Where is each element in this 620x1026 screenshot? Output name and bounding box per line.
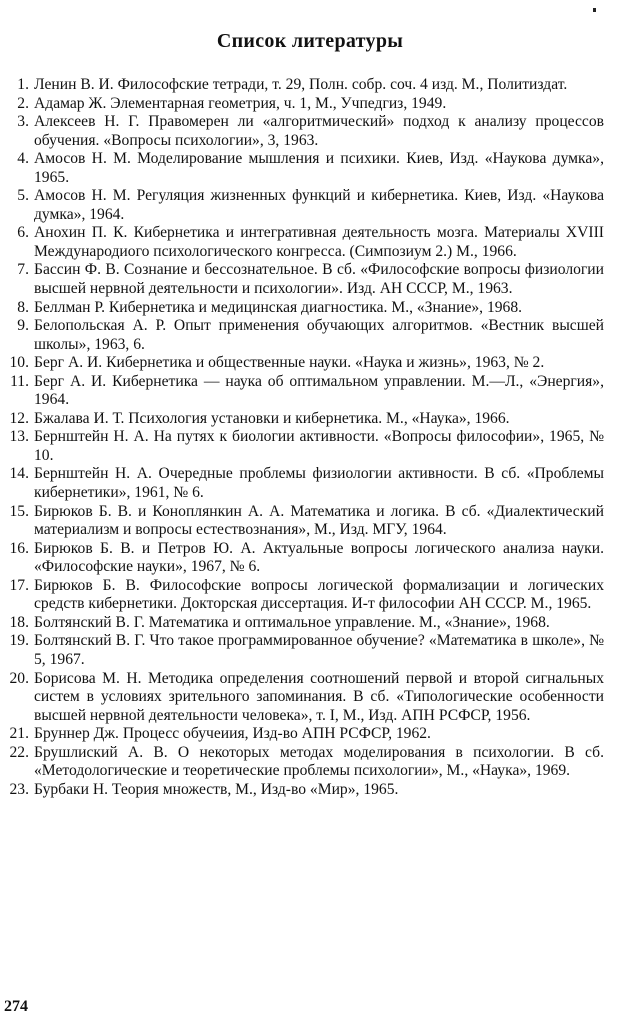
- reference-number: 9.: [17, 317, 29, 335]
- reference-list: [4, 76, 604, 799]
- reference-text: Болтянский В. Г. Что такое программированное обучение? «Математика в школе», № 5, 1967.: [34, 632, 604, 668]
- reference-number: 13.: [9, 428, 29, 446]
- reference-text: Адамар Ж. Элементарная геометрия, ч. 1, М., Учпедгиз, 1949.: [34, 94, 447, 112]
- reference-text: Брушлиский А. В. О некоторых методах моделирования в психологии. В сб. «Методологические и теоретические проблемы психологии», М., «Наука», 1969.: [34, 743, 604, 780]
- reference-number: 10.: [9, 354, 29, 372]
- reference-number: 20.: [9, 669, 29, 687]
- reference-number: 11.: [10, 372, 29, 390]
- reference-text: Алексеев Н. Г. Правомерен ли «алгоритмический» подход к анализу процессов обучения. «Вопросы психологии», 3, 1963.: [34, 113, 604, 149]
- reference-item: [4, 781, 604, 800]
- reference-item: [4, 540, 604, 577]
- reference-item: [4, 76, 604, 95]
- reference-item: [4, 224, 604, 261]
- reference-text: Бирюков Б. В. Философские вопросы логической формализации и логических средств кибернетики. Докторская диссертация. И-т философии АН СССР. М., 1965.: [34, 576, 604, 613]
- reference-number: 17.: [9, 576, 29, 594]
- reference-item: [4, 725, 604, 744]
- reference-text: Берг А. И. Кибернетика — наука об оптимальном управлении. М.—Л., «Энергия», 1964.: [34, 372, 604, 409]
- reference-number: 18.: [9, 613, 29, 631]
- reference-number: 22.: [9, 743, 29, 761]
- reference-text: Анохин П. К. Кибернетика и интегративная деятельность мозга. Материалы XVIII Международиого психологического конгресса. (Симпозиум 2.) М., 1966.: [34, 224, 604, 260]
- reference-item: [4, 113, 604, 150]
- reference-text: Борисова М. Н. Методика определения соотношений первой и второй сигнальных систем в условиях зрительного запоминания. В сб. «Типологические особенности высшей нервной деятельности человека», т. I, М., Изд. АПН РСФСР, 1956.: [34, 669, 604, 724]
- reference-text: Амосов Н. М. Моделирование мышления и психики. Киев, Изд. «Наукова думка», 1965.: [34, 150, 604, 186]
- reference-number: 23.: [9, 780, 29, 798]
- reference-number: 15.: [9, 502, 29, 520]
- reference-item: [4, 465, 604, 502]
- reference-item: [4, 744, 604, 781]
- reference-number: 19.: [9, 632, 29, 650]
- print-mark: [593, 8, 596, 12]
- reference-item: [4, 373, 604, 410]
- reference-item: [4, 299, 604, 318]
- reference-text: Ленин В. И. Философские тетради, т. 29, Полн. собр. соч. 4 изд. М., Политиздат.: [34, 76, 568, 93]
- reference-item: [4, 632, 604, 669]
- reference-item: [4, 503, 604, 540]
- reference-number: 12.: [9, 409, 29, 427]
- reference-text: Беллман Р. Кибернетика и медицинская диагностика. М., «Знание», 1968.: [34, 298, 523, 316]
- reference-number: 4.: [17, 150, 29, 168]
- reference-number: 8.: [17, 298, 29, 316]
- reference-text: Бруннер Дж. Процесс обучеиия, Изд-во АПН РСФСР, 1962.: [34, 725, 431, 743]
- reference-number: 1.: [17, 76, 29, 93]
- reference-text: Белопольская А. Р. Опыт применения обучающих алгоритмов. «Вестник высшей школы», 1963, 6.: [34, 317, 604, 353]
- reference-text: Болтянский В. Г. Математика и оптимальное управление. М., «Знание», 1968.: [34, 613, 550, 631]
- reference-number: 16.: [9, 539, 29, 557]
- reference-text: Бурбаки Н. Теория множеств, М., Изд-во «Мир», 1965.: [34, 780, 399, 798]
- reference-number: 3.: [17, 113, 29, 131]
- reference-text: Бернштейн Н. А. Очередные проблемы физиологии активности. В сб. «Проблемы кибернетики», 1961, № 6.: [34, 465, 604, 502]
- reference-item: [4, 354, 604, 373]
- reference-text: Бассин Ф. В. Сознание и бессознательное. В сб. «Философские вопросы физиологии высшей нервной деятельности и психологии». Изд. АН СССР, М., 1963.: [34, 261, 604, 298]
- reference-number: 14.: [9, 465, 29, 483]
- reference-item: [4, 410, 604, 429]
- reference-number: 7.: [17, 261, 29, 279]
- reference-number: 2.: [17, 94, 29, 112]
- reference-number: 5.: [17, 187, 29, 205]
- reference-item: [4, 317, 604, 354]
- reference-number: 21.: [9, 725, 29, 743]
- reference-text: Бернштейн Н. А. На путях к биологии активности. «Вопросы философии», 1965, № 10.: [34, 428, 604, 464]
- reference-item: [4, 428, 604, 465]
- page-number: 274: [4, 998, 28, 1015]
- reference-text: Берг А. И. Кибернетика и общественные науки. «Наука и жизнь», 1963, № 2.: [34, 354, 545, 372]
- reference-item: [4, 261, 604, 298]
- reference-item: [4, 614, 604, 633]
- reference-item: [4, 150, 604, 187]
- page-title: Список литературы: [216, 30, 404, 52]
- reference-text: Амосов Н. М. Регуляция жизненных функций и кибернетика. Киев, Изд. «Наукова думка», 1964.: [34, 187, 604, 223]
- reference-item: [4, 187, 604, 224]
- reference-text: Бирюков Б. В. и Коноплянкин А. А. Математика и логика. В сб. «Диалектический материализм и вопросы естествознания», М., Изд. МГУ, 1964.: [34, 502, 604, 539]
- reference-text: Бжалава И. Т. Психология установки и кибернетика. М., «Наука», 1966.: [34, 409, 510, 427]
- reference-item: [4, 577, 604, 614]
- reference-number: 6.: [17, 224, 29, 242]
- reference-item: [4, 670, 604, 726]
- reference-text: Бирюков Б. В. и Петров Ю. А. Актуальные вопросы логического анализа науки. «Философские науки», 1967, № 6.: [34, 539, 604, 576]
- reference-item: [4, 95, 604, 114]
